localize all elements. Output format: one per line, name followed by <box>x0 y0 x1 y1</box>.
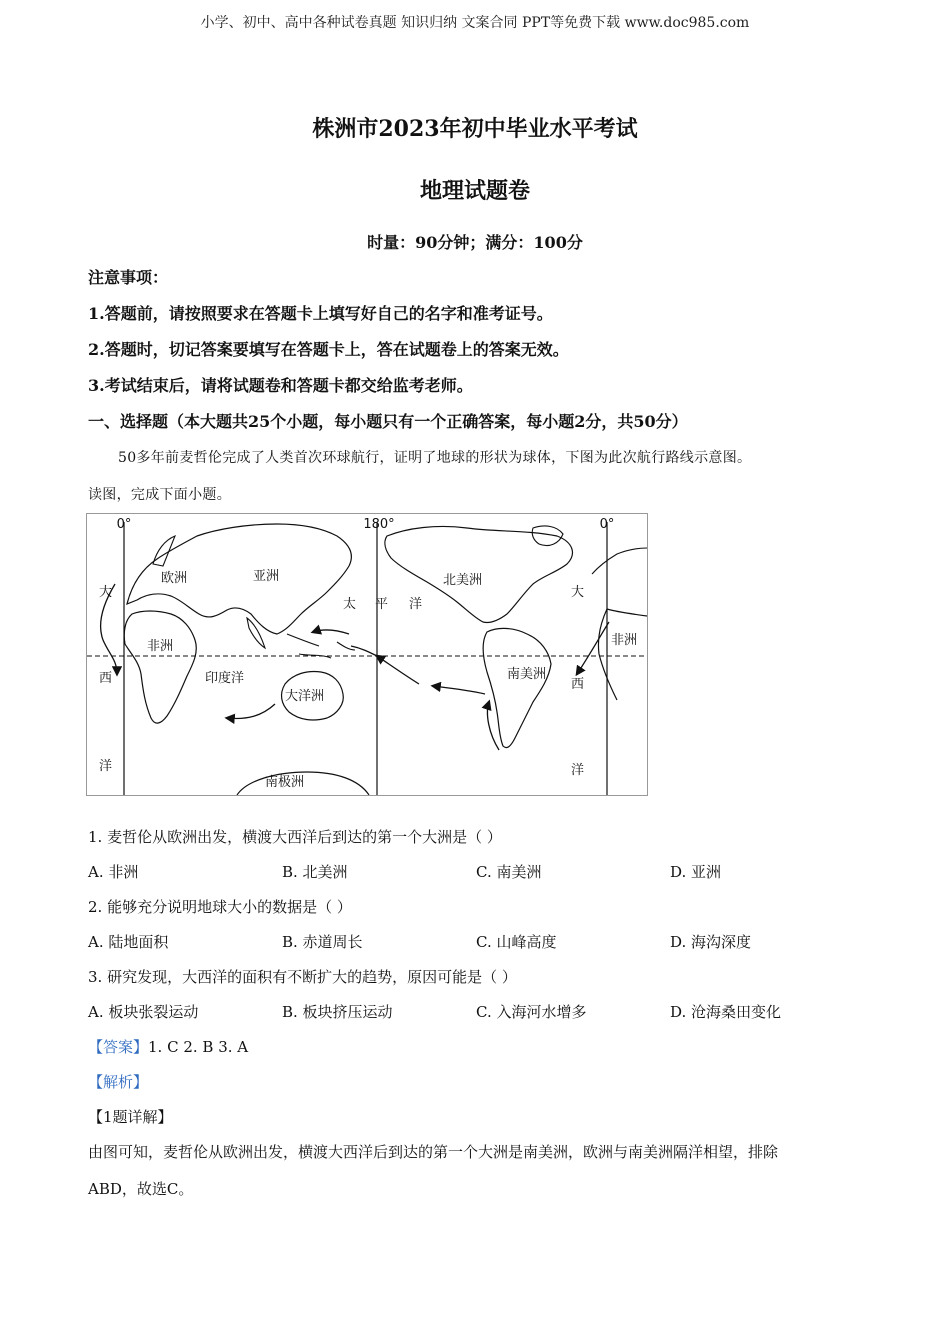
label-pacific-2: 平 <box>375 597 389 612</box>
route-pacific-1 <box>377 656 419 684</box>
label-meridian-left: 0° <box>116 517 132 532</box>
detail-1-text-2: ABD，故选C。 <box>88 1180 194 1198</box>
islands-shape <box>287 634 355 658</box>
label-pacific-1: 太 <box>343 597 357 612</box>
q2-option-d: D. 海沟深度 <box>670 933 752 951</box>
label-antarctica: 南极洲 <box>265 775 305 790</box>
q3-option-d: D. 沧海桑田变化 <box>670 1003 782 1021</box>
q1-option-d: D. 亚洲 <box>670 863 722 881</box>
label-indian-ocean: 印度洋 <box>205 671 245 686</box>
answer-line <box>88 1036 248 1057</box>
label-atlantic-right-1: 大 <box>571 585 585 600</box>
q2-option-b: B. 赤道周长 <box>282 933 363 951</box>
label-atlantic-left-3: 洋 <box>99 759 113 774</box>
scandinavia-shape <box>153 536 175 566</box>
india-shape <box>247 618 265 648</box>
label-atlantic-right-3: 洋 <box>571 763 585 778</box>
label-south-america: 南美洲 <box>507 667 547 682</box>
detail-1-label: 【1题详解】 <box>88 1108 173 1126</box>
label-africa-right: 非洲 <box>611 633 638 648</box>
q2-option-a: A. 陆地面积 <box>88 933 169 951</box>
africa-left-shape <box>124 611 196 723</box>
notice-heading: 注意事项： <box>88 268 169 287</box>
route-asia <box>313 630 349 634</box>
route-atlantic-right <box>577 622 609 674</box>
route-leaving-sa <box>433 686 485 694</box>
q2-option-c: C. 山峰高度 <box>476 933 557 951</box>
q1-option-c: C. 南美洲 <box>476 863 542 881</box>
route-indian-ocean <box>227 704 275 718</box>
section-heading: 一、选择题（本大题共25个小题，每小题只有一个正确答案，每小题2分，共50分） <box>88 412 688 431</box>
magellan-route-map <box>86 513 648 796</box>
world-map-svg <box>87 514 647 795</box>
intro-line-1: 50多年前麦哲伦完成了人类首次环球航行，证明了地球的形状为球体，下图为此次航行路线示意图。 <box>118 450 752 466</box>
page-header: 小学、初中、高中各种试卷真题 知识归纳 文案合同 PPT等免费下载 www.doc985.com <box>200 15 750 31</box>
label-oceania: 大洋洲 <box>285 689 325 704</box>
label-asia: 亚洲 <box>253 569 280 584</box>
greenland-shape <box>532 526 563 546</box>
time-info: 时量：90分钟；满分：100分 <box>367 233 583 252</box>
analysis-label: 【解析】 <box>88 1073 149 1091</box>
q3-option-b: B. 板块挤压运动 <box>282 1003 393 1021</box>
question-2-stem: 2. 能够充分说明地球大小的数据是（ ） <box>88 898 352 916</box>
answer-text: 1. C 2. B 3. A <box>148 1038 249 1056</box>
label-africa-left: 非洲 <box>147 639 174 654</box>
europe-right-shape <box>592 548 647 574</box>
q3-option-a: A. 板块张裂运动 <box>88 1003 199 1021</box>
label-atlantic-left-2: 西 <box>99 671 113 686</box>
south-america-shape <box>483 628 551 747</box>
intro-line-2: 读图，完成下面小题。 <box>88 487 231 503</box>
q3-option-c: C. 入海河水增多 <box>476 1003 587 1021</box>
q1-option-b: B. 北美洲 <box>282 863 348 881</box>
notice-item-2: 2.答题时，切记答案要填写在答题卡上，答在试题卷上的答案无效。 <box>88 340 569 359</box>
label-europe: 欧洲 <box>161 571 188 586</box>
label-atlantic-right-2: 西 <box>571 677 585 692</box>
question-3-stem: 3. 研究发现，大西洋的面积有不断扩大的趋势，原因可能是（ ） <box>88 968 517 986</box>
africa-right-shape <box>598 609 647 700</box>
q1-option-a: A. 非洲 <box>88 863 139 881</box>
label-meridian-mid: 180° <box>363 517 395 532</box>
route-pacific-2 <box>351 646 377 656</box>
label-meridian-right: 0° <box>599 517 615 532</box>
label-pacific-3: 洋 <box>409 597 423 612</box>
exam-title: 株洲市2023年初中毕业水平考试 <box>312 116 638 142</box>
answer-label: 【答案】 <box>88 1038 149 1056</box>
exam-subtitle: 地理试题卷 <box>419 178 530 204</box>
label-north-america: 北美洲 <box>443 573 483 588</box>
notice-item-3: 3.考试结束后，请将试题卷和答题卡都交给监考老师。 <box>88 376 473 395</box>
label-atlantic-left-1: 大 <box>99 585 113 600</box>
detail-1-text-1: 由图可知，麦哲伦从欧洲出发，横渡大西洋后到达的第一个大洲是南美洲，欧洲与南美洲隔洋相望，排除 <box>88 1143 779 1161</box>
route-south-america-tip <box>487 702 499 750</box>
question-1-stem: 1. 麦哲伦从欧洲出发，横渡大西洋后到达的第一个大洲是（ ） <box>88 828 502 846</box>
notice-item-1: 1.答题前，请按照要求在答题卡上填写好自己的名字和准考证号。 <box>88 304 553 323</box>
